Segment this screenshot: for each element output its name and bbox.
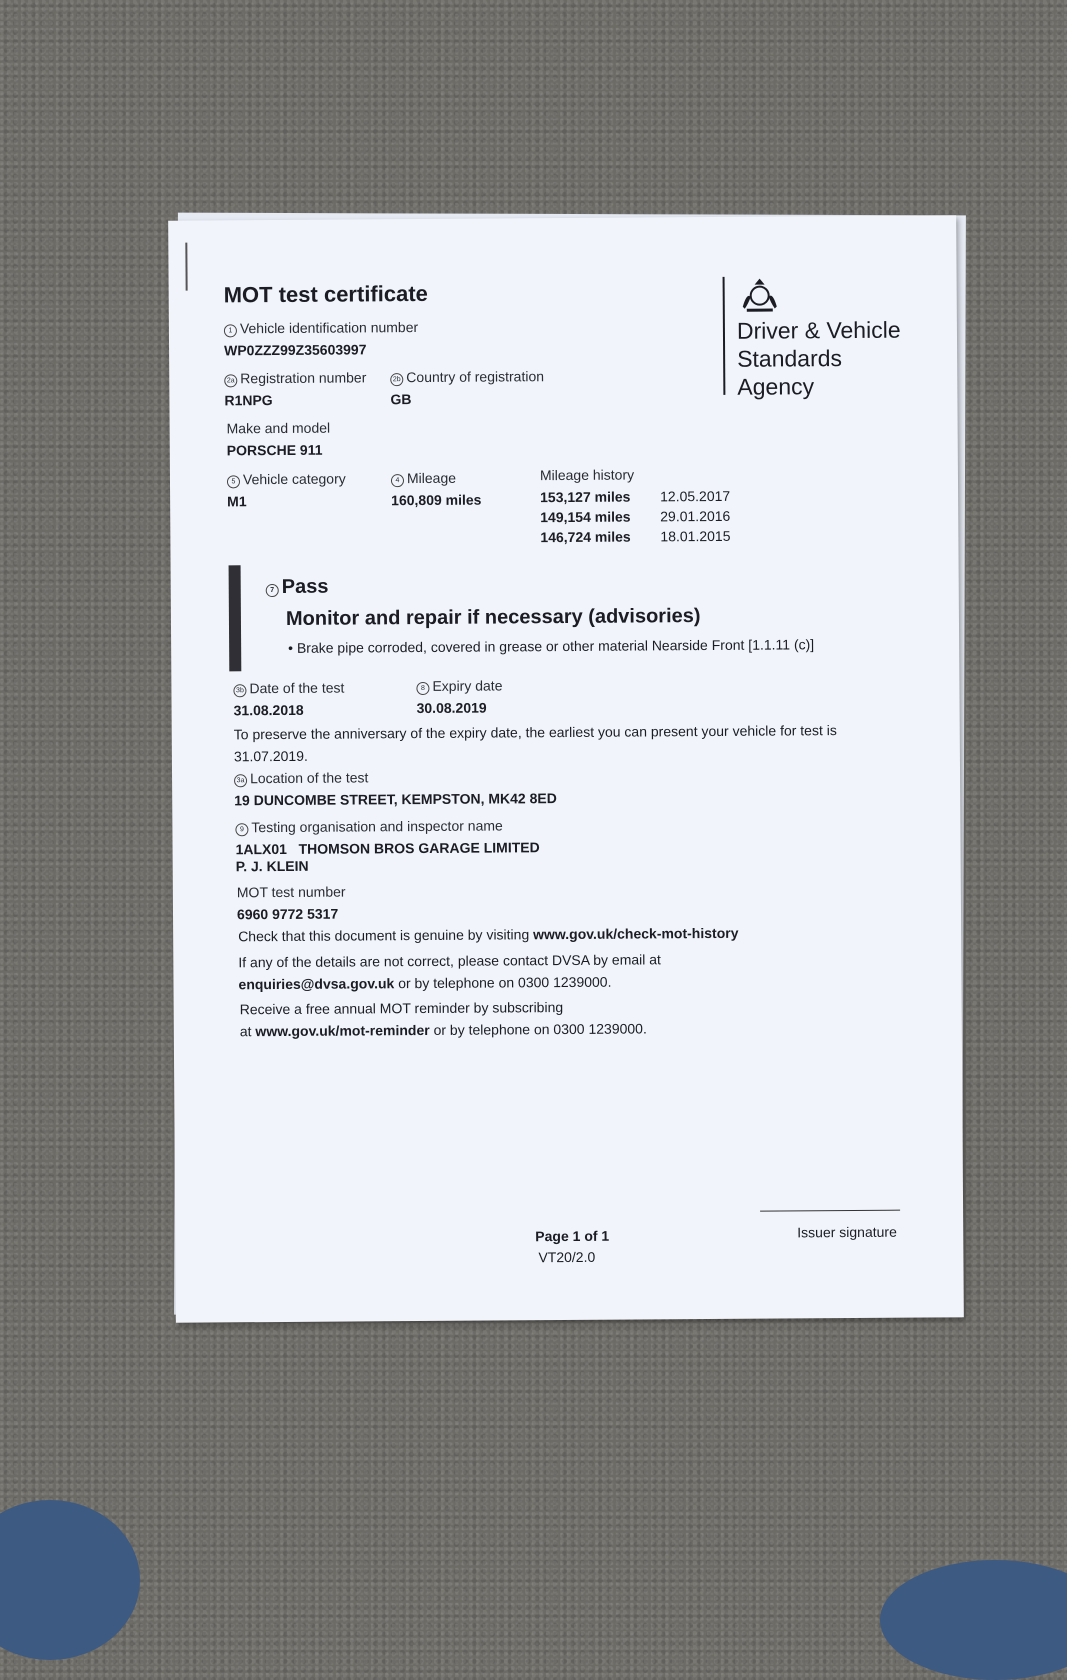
vin-label: 1 Vehicle identification number <box>224 319 418 337</box>
country-number-badge: 2b <box>390 373 403 386</box>
vin-value: WP0ZZZ99Z35603997 <box>224 341 367 359</box>
form-code: VT20/2.0 <box>538 1248 596 1266</box>
signature-line <box>760 1210 900 1212</box>
testing-organisation-value: 1ALX01 THOMSON BROS GARAGE LIMITED <box>235 839 540 858</box>
page-number: Page 1 of 1 <box>535 1227 610 1245</box>
shoe-left <box>0 1500 140 1660</box>
test-date-label: 3b Date of the test <box>233 680 344 698</box>
mileage-number-badge: 4 <box>391 474 404 487</box>
country-value: GB <box>390 391 412 408</box>
contact-email-link[interactable]: enquiries@dvsa.gov.uk <box>238 975 395 993</box>
registration-value: R1NPG <box>224 392 273 409</box>
vehicle-category-label: 5 Vehicle category <box>227 471 346 489</box>
result-bar <box>229 565 242 671</box>
country-label: 2b Country of registration <box>390 368 544 386</box>
test-date-number-badge: 3b <box>233 684 246 697</box>
anniversary-note: To preserve the anniversary of the expiry date, the earliest you can present your vehicle for test is 31.07.2019. <box>233 722 837 765</box>
organisation-number-badge: 9 <box>235 823 248 836</box>
inspector-name: P. J. KLEIN <box>235 857 309 875</box>
test-date-value: 31.08.2018 <box>233 701 304 719</box>
category-number-badge: 5 <box>227 475 240 488</box>
contact-text: If any of the details are not correct, please contact DVSA by email at enquiries@dvsa.gov.uk or by telephone on 0300 1239000. <box>238 951 661 993</box>
check-genuine-text: Check that this document is genuine by visiting www.gov.uk/check-mot-history <box>238 924 739 945</box>
mileage-value: 160,809 miles <box>391 491 482 509</box>
location-value: 19 DUNCOMBE STREET, KEMPSTON, MK42 8ED <box>234 790 557 809</box>
advisory-item: • Brake pipe corroded, covered in grease or other material Nearside Front [1.1.11 (c)] <box>288 636 815 656</box>
vin-number-badge: 1 <box>224 324 237 337</box>
expiry-number-badge: 8 <box>416 682 429 695</box>
reminder-text: Receive a free annual MOT reminder by subscribing at www.gov.uk/mot-reminder or by telephone on 0300 1239000. <box>239 999 647 1040</box>
mileage-history-row: 153,127 miles 12.05.2017 <box>540 487 731 506</box>
issuer-signature-label: Issuer signature <box>797 1223 897 1241</box>
certificate-title: MOT test certificate <box>223 280 428 308</box>
agency-name: Driver & Vehicle Standards Agency <box>736 316 901 400</box>
location-label: 3a Location of the test <box>234 769 368 787</box>
mileage-history-row: 146,724 miles 18.01.2015 <box>540 527 731 546</box>
staple <box>185 243 187 291</box>
mileage-label: 4 Mileage <box>391 470 456 487</box>
mot-test-number-label: MOT test number <box>236 883 346 901</box>
mileage-history-row: 149,154 miles 29.01.2016 <box>540 507 731 526</box>
make-model-label: Make and model <box>226 419 331 437</box>
make-model-value: PORSCHE 911 <box>226 441 323 459</box>
result-number-badge: 7 <box>266 584 279 597</box>
mot-test-number-value: 6960 9772 5317 <box>236 905 339 923</box>
mot-certificate <box>168 215 964 1322</box>
check-mot-history-link[interactable]: www.gov.uk/check-mot-history <box>533 924 739 943</box>
advisories-heading: Monitor and repair if necessary (advisories) <box>285 605 701 630</box>
expiry-date-label: 8 Expiry date <box>416 677 502 695</box>
vehicle-category-value: M1 <box>227 493 247 510</box>
registration-label: 2a Registration number <box>224 369 366 387</box>
mot-reminder-link[interactable]: www.gov.uk/mot-reminder <box>255 1021 430 1040</box>
royal-crest-icon <box>737 276 783 314</box>
location-number-badge: 3a <box>234 774 247 787</box>
expiry-date-value: 30.08.2019 <box>416 699 487 717</box>
testing-organisation-label: 9 Testing organisation and inspector name <box>235 817 503 836</box>
agency-logo <box>723 275 924 400</box>
shoe-right <box>880 1560 1067 1680</box>
mileage-history-label: Mileage history <box>539 466 635 484</box>
registration-number-badge: 2a <box>224 374 237 387</box>
logo-rule <box>723 277 726 395</box>
result-pass: 7 Pass <box>266 576 329 599</box>
